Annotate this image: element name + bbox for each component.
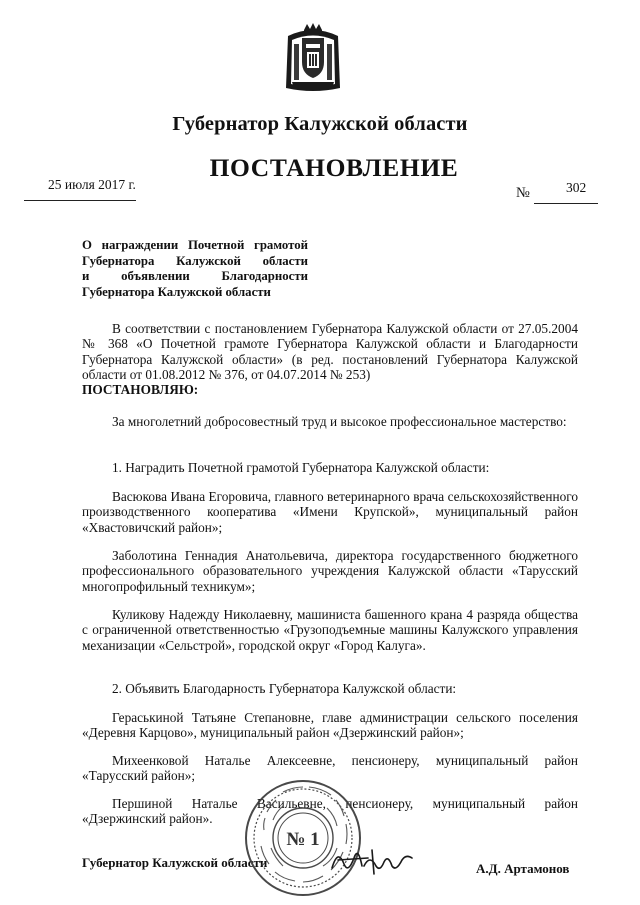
gratitude-person-paragraph: Першиной Наталье Васильевне, пенсионеру, муниципальный район «Дзержинский район». (82, 796, 578, 827)
item1-title: 1. Наградить Почетной грамотой Губернатора Калужской области: (112, 460, 490, 475)
award-person-paragraph: Васюкова Ивана Егоровича, главного ветеринарного врача сельскохозяйственного производственного кооператива «Имени Крупской», муниципальный район «Хвастовичский район»; (82, 489, 578, 535)
document-type-heading: ПОСТАНОВЛЕНИЕ (209, 153, 459, 182)
document-date: 25 июля 2017 г. (48, 177, 136, 192)
subject-line: и объявлении Благодарности (82, 269, 308, 283)
document-number: 302 (566, 180, 587, 195)
subject-line: Губернатора Калужской области (82, 284, 271, 299)
preamble-paragraph (82, 321, 578, 397)
document-subject (82, 238, 308, 300)
signatory-title: Губернатор Калужской области (82, 855, 268, 870)
award-person-paragraph: Заболотина Геннадия Анатольевича, директора государственного бюджетного профессионального образовательного учреждения Калужской области «Тарусский многопрофильный техникум»; (82, 548, 578, 594)
reason-paragraph: За многолетний добросовестный труд и высокое профессиональное мастерство: (112, 414, 567, 429)
signatory-name: А.Д. Артамонов (476, 861, 570, 876)
subject-line: Губернатора Калужской области (82, 253, 308, 268)
handwritten-signature (328, 838, 416, 884)
stamp-number: № 1 (286, 829, 320, 850)
number-underline (534, 203, 598, 204)
gratitude-person-paragraph: Михеенковой Наталье Алексеевне, пенсионеру, муниципальный район «Тарусский район»; (82, 753, 578, 784)
org-title: Губернатор Калужской области (172, 113, 468, 135)
preamble-text: В соответствии с постановлением Губернатора Калужской области от 27.05.2004 № 368 «О Почетной грамоте Губернатора Калужской области и Благодарности Губернатора Калужской области» (в ред. постановлений Губернатора Калужской области от 01.08.2012 № 376, от 04.07.2014 № 253) (82, 321, 578, 382)
number-sign: № (516, 185, 530, 201)
item2-title: 2. Объявить Благодарность Губернатора Калужской области: (112, 681, 457, 696)
coat-of-arms-emblem (282, 22, 344, 94)
date-underline (24, 200, 136, 201)
award-person-paragraph: Куликову Надежду Николаевну, машиниста башенного крана 4 разряда общества с ограниченной ответственностью «Грузоподъемные машины Калужского управления механизации «Сельстрой», городской округ «Город Калуга». (82, 607, 578, 653)
gratitude-person-paragraph: Гераськиной Татьяне Степановне, главе администрации сельского поселения «Деревня Карцово», муниципальный район «Дзержинский район»; (82, 710, 578, 741)
resolve-word: ПОСТАНОВЛЯЮ: (82, 382, 199, 398)
subject-line: О награждении Почетной грамотой (82, 238, 308, 252)
